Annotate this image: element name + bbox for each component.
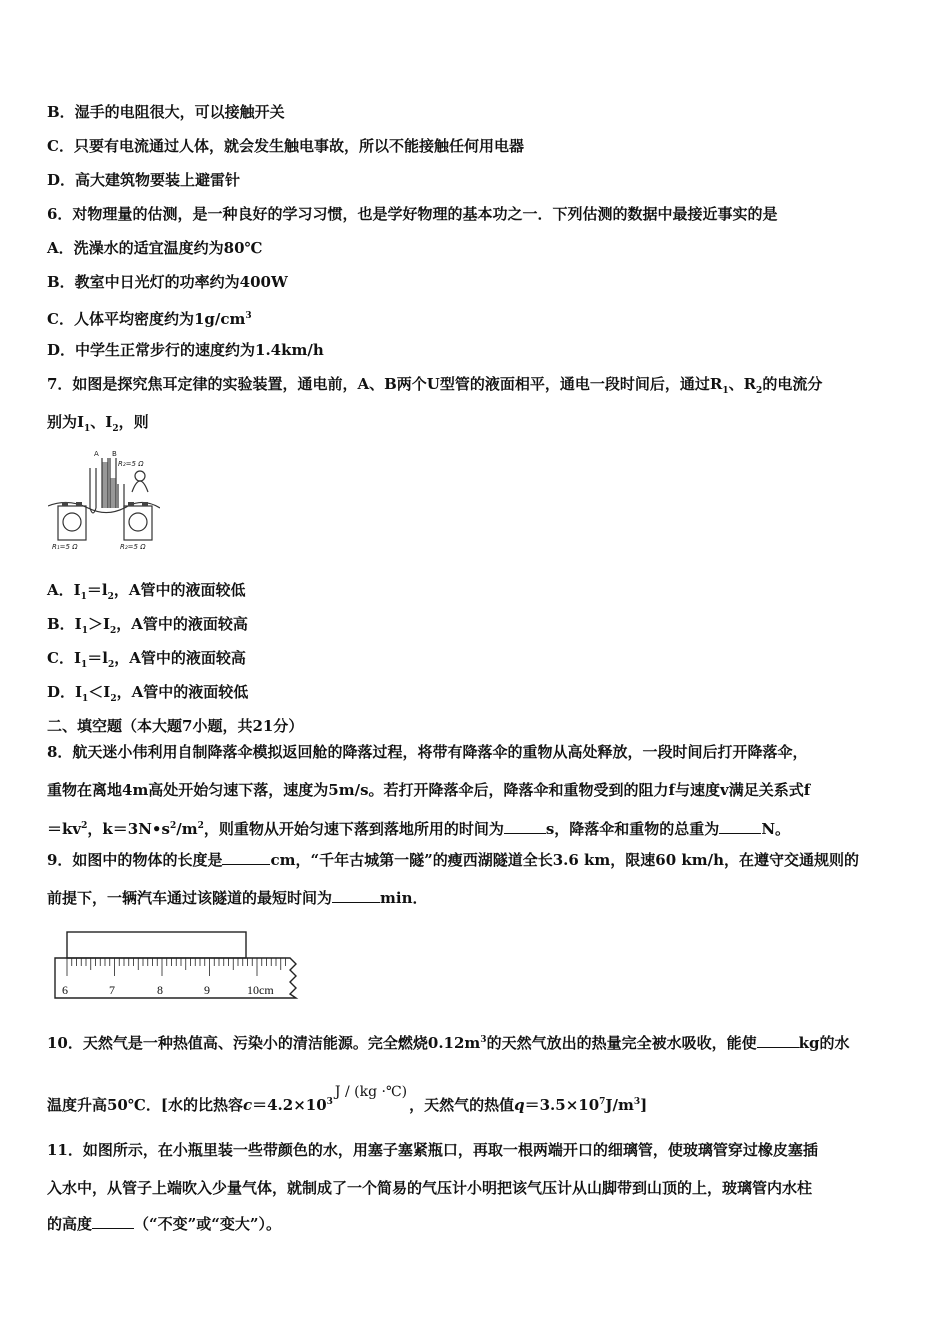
right-resistor-coil xyxy=(129,513,147,531)
tick-label-6: 6 xyxy=(62,983,68,997)
q5-option-b: B．湿手的电阻很大，可以接触开关 xyxy=(47,103,285,121)
q10-blank-mass[interactable] xyxy=(757,1033,799,1048)
q6-option-b: B．教室中日光灯的功率约为400W xyxy=(47,273,288,291)
q8-blank-weight[interactable] xyxy=(719,819,761,834)
label-b: B xyxy=(112,450,117,458)
q9-line1: 9．如图中的物体的长度是 cm，“千年古城第一隧”的瘦西湖隧道全长3.6 km，限速60 km/h，在遵守交通规则的 xyxy=(47,851,860,869)
q7-option-a: A．$I_1=l_2$，A管中的液面较低 xyxy=(47,581,246,602)
q7-option-b: B．$I_1>I_2$，A管中的液面较高 xyxy=(47,615,248,636)
q11-line3: 的高度 （“不变”或“变大”）。 xyxy=(47,1215,282,1233)
label-r-left: R₁=5 Ω xyxy=(52,543,78,551)
q10-line2: 温度升高50℃．[水的比热容$c=4.2\times 10^3J / (kg$ ·℃)，天然气的热值$q=3.5\times 10^7J/m^3$] xyxy=(47,1084,648,1114)
q7-stem-line1: 7．如图是探究焦耳定律的实验装置，通电前，A、B两个U型管的液面相平，通电一段时间后，通过$R_1$、$R_2$的电流分 xyxy=(47,375,823,396)
external-resistor-loop xyxy=(132,481,148,492)
label-r-top: R₂=5 Ω xyxy=(118,460,144,468)
tick-label-9: 9 xyxy=(204,983,210,997)
q6-option-a: A．洗澡水的适宜温度约为80℃ xyxy=(47,239,263,257)
left-terminal-2 xyxy=(76,502,82,506)
q8-line3: $=kv^2$，$k=3N•s^2/m^2$，则重物从开始匀速下落到落地所用的时间为 s，降落伞和重物的总重为 N。 xyxy=(47,820,791,838)
right-terminal-1 xyxy=(128,502,134,506)
right-terminal-2 xyxy=(142,502,148,506)
ruler-figure xyxy=(50,928,300,1004)
joule-law-apparatus-figure xyxy=(48,448,160,552)
ruler-ticks xyxy=(67,958,286,976)
left-terminal-1 xyxy=(62,502,68,506)
section-heading: 二、填空题（本大题7小题，共21分） xyxy=(47,717,304,735)
q11-line2: 入水中，从管子上端吹入少量气体，就制成了一个简易的气压计小明把该气压计从山脚带到山顶的上，玻璃管内水柱 xyxy=(47,1179,813,1197)
q11-blank-height[interactable] xyxy=(92,1214,134,1229)
u-tube-a-left xyxy=(90,468,96,513)
q6-stem: 6．对物理量的估测，是一种良好的学习习惯，也是学好物理的基本功之一．下列估测的数据中最接近事实的是 xyxy=(47,205,778,223)
q5-option-d: D．高大建筑物要装上避雷针 xyxy=(47,171,241,189)
q9-blank-time[interactable] xyxy=(332,888,380,903)
q7-stem-line2: 别为$I_1$、$I_2$，则 xyxy=(47,413,149,434)
label-r-right: R₂=5 Ω xyxy=(120,543,146,551)
q11-line1: 11．如图所示，在小瓶里装一些带颜色的水，用塞子塞紧瓶口，再取一根两端开口的细璃管，使玻璃管穿过橡皮塞插 xyxy=(47,1141,818,1159)
external-resistor xyxy=(135,471,145,481)
q8-line1: 8．航天迷小伟利用自制降落伞模拟返回舱的降落过程，将带有降落伞的重物从高处释放，一段时间后打开降落伞， xyxy=(47,743,808,761)
q10-line1: 10．天然气是一种热值高、污染小的清洁能源。完全燃烧$0.12m^3$的天然气放出的热量完全被水吸收，能使 kg的水 xyxy=(47,1034,850,1052)
q8-blank-time[interactable] xyxy=(504,819,546,834)
q8-line2: 重物在离地4m高处开始匀速下落，速度为5m/s。若打开降落伞后，降落伞和重物受到的阻力f与速度v满足关系式f xyxy=(47,781,811,799)
q6-option-c: C．人体平均密度约为$1g/cm^3$ xyxy=(47,310,252,328)
tick-label-7: 7 xyxy=(109,983,115,997)
tick-label-8: 8 xyxy=(157,983,163,997)
measured-object xyxy=(67,932,246,958)
q9-blank-length[interactable] xyxy=(222,850,270,865)
q6-option-d: D．中学生正常步行的速度约为1.4km/h xyxy=(47,341,324,359)
q7-option-c: C．$I_1=l_2$，A管中的液面较高 xyxy=(47,649,246,670)
q5-option-c: C．只要有电流通过人体，就会发生触电事故，所以不能接触任何用电器 xyxy=(47,137,524,155)
right-container xyxy=(124,506,152,540)
q7-option-d: D．$I_1<I_2$，A管中的液面较低 xyxy=(47,683,249,704)
liquid-column-a xyxy=(102,462,108,508)
liquid-column-b xyxy=(110,478,116,508)
left-container xyxy=(58,506,86,540)
tick-label-10cm: 10cm xyxy=(247,983,274,997)
label-a: A xyxy=(94,450,99,458)
q9-line2: 前提下，一辆汽车通过该隧道的最短时间为 min． xyxy=(47,889,428,907)
left-resistor-coil xyxy=(63,513,81,531)
specific-heat-unit: J / (kg ·℃) xyxy=(334,1084,408,1100)
u-tube-b-right xyxy=(118,484,124,508)
